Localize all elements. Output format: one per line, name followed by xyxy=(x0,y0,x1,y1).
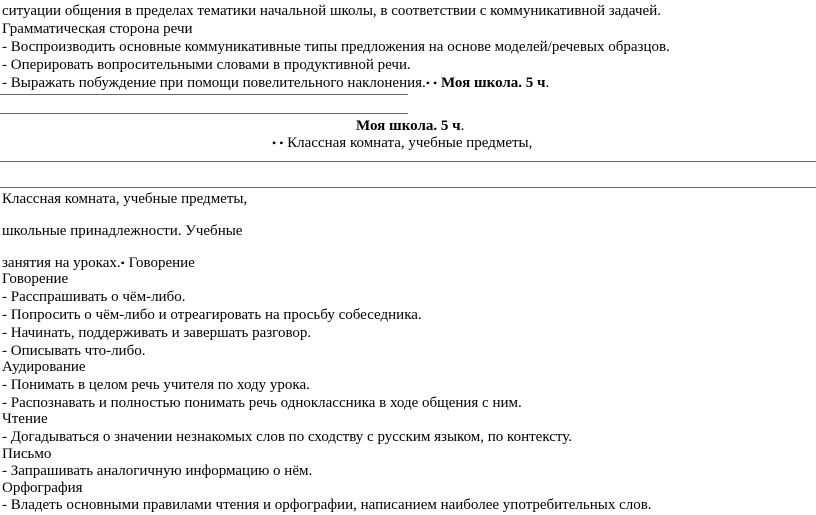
text-line: - Начинать, поддерживать и завершать разговор. xyxy=(2,325,312,341)
section-heading-reading: Чтение xyxy=(2,411,48,427)
text-line: - Оперировать вопросительными словами в продуктивной речи. xyxy=(2,57,411,73)
section-heading-speaking: Говорение xyxy=(2,271,69,287)
subheading-text: Классная комната, учебные предметы, xyxy=(287,135,533,151)
section-heading-spelling: Орфография xyxy=(2,480,83,496)
speaking-label: Говорение xyxy=(128,255,195,271)
text-line: - Догадываться о значении незнакомых слов по сходству с русским языком, по контексту. xyxy=(2,429,572,445)
text-line: - Попросить о чём-либо и отреагировать на просьбу собеседника. xyxy=(2,307,422,323)
text-line: - Запрашивать аналогичную информацию о нём. xyxy=(2,463,313,479)
section-heading-writing: Письмо xyxy=(2,446,52,462)
bullet-icon: • • xyxy=(272,136,284,150)
divider xyxy=(0,94,408,95)
topic-title: Моя школа. 5 ч xyxy=(440,75,546,91)
text-line: ситуации общения в пределах тематики начальной школы, в соответствии с коммуникативной задачей. xyxy=(2,3,661,19)
divider xyxy=(0,161,816,162)
imperative-line xyxy=(2,74,549,93)
text-line: школьные принадлежности. Учебные xyxy=(2,223,243,239)
section-heading-listening: Аудирование xyxy=(2,359,86,375)
text-line: - Владеть основными правилами чтения и орфографии, написанием наиболее употребительных слов. xyxy=(2,497,652,513)
bullet-icon: • xyxy=(120,256,125,270)
topic-title: Моя школа. 5 ч xyxy=(356,118,461,134)
divider xyxy=(0,187,816,188)
text-line: - Распознавать и полностью понимать речь одноклассника в ходе общения с ним. xyxy=(2,395,522,411)
center-subheading xyxy=(272,134,532,153)
text-line: - Понимать в целом речь учителя по ходу урока. xyxy=(2,377,310,393)
text-line: Классная комната, учебные предметы, xyxy=(2,191,248,207)
section-heading-grammar: Грамматическая сторона речи xyxy=(2,21,193,37)
period: . xyxy=(460,118,465,134)
period: . xyxy=(545,75,550,91)
text-line: - Расспрашивать о чём-либо. xyxy=(2,289,186,305)
text-line: - Описывать что-либо. xyxy=(2,343,146,359)
divider xyxy=(0,113,408,114)
bullet-icon: • • xyxy=(425,76,438,90)
lessons-text: занятия на уроках. xyxy=(2,255,121,271)
imperative-text: - Выражать побуждение при помощи повелительного наклонения. xyxy=(2,75,426,91)
text-line: - Воспроизводить основные коммуникативные типы предложения на основе моделей/речевых образцов. xyxy=(2,39,670,55)
